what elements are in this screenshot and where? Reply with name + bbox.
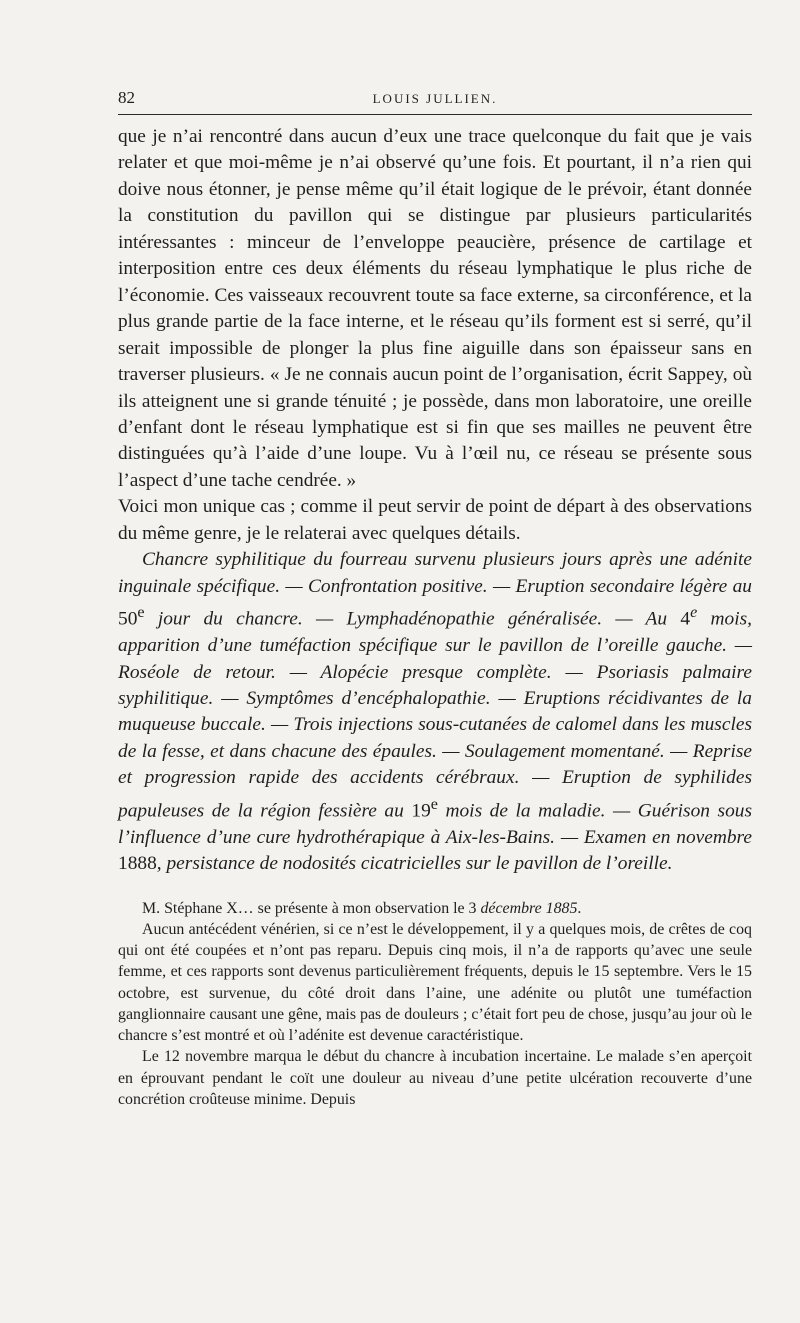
- observation-intro: M. Stéphane X… se présente à mon observation le 3: [142, 899, 481, 917]
- running-title: LOUIS JULLIEN.: [372, 91, 498, 106]
- case-title-num-1888: 1888: [118, 853, 157, 875]
- observation-paragraph-2: Aucun antécédent vénérien, si ce n’est le développement, il y a quelques mois, de crêtes de coq qui ont été coupées et n’ont pas reparu. Depuis cinq mois, il n’a de rapports qu’avec une seule femme, et ces rapports sont devenus particulièrement fréquents, depuis le 15 septembre. Vers le 15 octobre, est survenue, du côté droit dans l’aine, une adénite ou plutôt une tuméfaction ganglionnaire causant une gêne, mais pas de douleurs ; c’était fort peu de chose, jusqu’au jour où le chancre s’est montré et où l’adénite est devenue caractéristique.: [118, 920, 752, 1045]
- main-text: [118, 124, 752, 547]
- page-header: [118, 84, 752, 115]
- case-title-sup-3: e: [430, 795, 438, 813]
- case-title-part-1: Chancre syphilitique du fourreau survenu plusieurs jours après une adénite inguinale spécifique. — Confrontation positive. — Eruption secondaire légère au: [118, 549, 752, 597]
- case-title: [118, 547, 752, 877]
- case-title-sup-1: e: [137, 604, 145, 622]
- paragraph-2: Voici mon unique cas ; comme il peut servir de point de départ à des observations du même genre, je le relaterai avec quelques détails.: [118, 496, 752, 544]
- case-title-num-50: 50: [118, 608, 138, 630]
- observation-paragraph-1: [118, 898, 752, 919]
- case-title-part-3: mois, apparition d’une tuméfaction spécifique sur le pavillon de l’oreille gauche. — Roséole de retour. — Alopécie presque complète. — Psoriasis palmaire syphilitique. — Symptômes d’encéphalopathie. — Eruptions récidivantes de la muqueuse buccale. — Trois injections sous-cutanées de calomel dans les muscles de la fesse, et dans chacune des épaules. — Soulagement momentané. — Reprise et progression rapide des accidents cérébraux. — Eruption de syphilides papuleuses de la région fessière au: [118, 608, 752, 822]
- page-number: 82: [118, 88, 135, 107]
- observation-text: [118, 898, 752, 1111]
- case-title-num-19: 19: [411, 800, 431, 822]
- case-title-sup-2: e: [690, 604, 698, 622]
- observation-intro-end: .: [577, 899, 582, 917]
- case-title-part-2: jour du chancre. — Lymphadénopathie généralisée. — Au: [144, 608, 681, 630]
- observation-paragraph-3: Le 12 novembre marqua le début du chancre à incubation incertaine. Le malade s’en aperçoit en éprouvant pendant le coït une douleur au niveau d’une petite ulcération recouverte d’une concrétion croûteuse minime. Depuis: [118, 1048, 752, 1108]
- case-title-num-4: 4: [680, 608, 691, 630]
- observation-date: décembre 1885: [480, 899, 578, 917]
- case-title-part-5: , persistance de nodosités cicatricielles sur le pavillon de l’oreille.: [156, 853, 673, 875]
- paragraph-1: que je n’ai rencontré dans aucun d’eux une trace quelconque du fait que je vais relater et que moi-même je n’ai observé qu’une fois. Et pourtant, il n’a rien qui doive nous étonner, je pense même qu’il était logique de le prévoir, étant donnée la constitution du pavillon qui se distingue par plusieurs particularités intéressantes : minceur de l’enveloppe peaucière, présence de cartilage et interposition entre ces deux éléments du réseau lymphatique le plus riche de l’économie. Ces vaisseaux recouvrent toute sa face externe, sa circonférence, et la plus grande partie de la face interne, et le réseau qu’ils forment est si serré, qu’il serait impossible de plonger la plus fine aiguille dans son épaisseur sans en traverser plusieurs. « Je ne connais aucun point de l’organisation, écrit Sappey, où ils atteignent une si grande ténuité ; je possède, dans mon laboratoire, une oreille d’enfant dont le réseau lymphatique est si fin que ses mailles ne peuvent être distinguées qu’à l’aide d’une loupe. Vu à l’œil nu, ce réseau se présente sous l’aspect d’une tache cendrée. »: [118, 126, 752, 491]
- case-title-part-4: mois de la maladie. — Guérison sous l’influence d’une cure hydrothérapique à Aix-les-Bains. — Examen en novembre: [118, 800, 753, 848]
- book-page: [118, 84, 752, 1110]
